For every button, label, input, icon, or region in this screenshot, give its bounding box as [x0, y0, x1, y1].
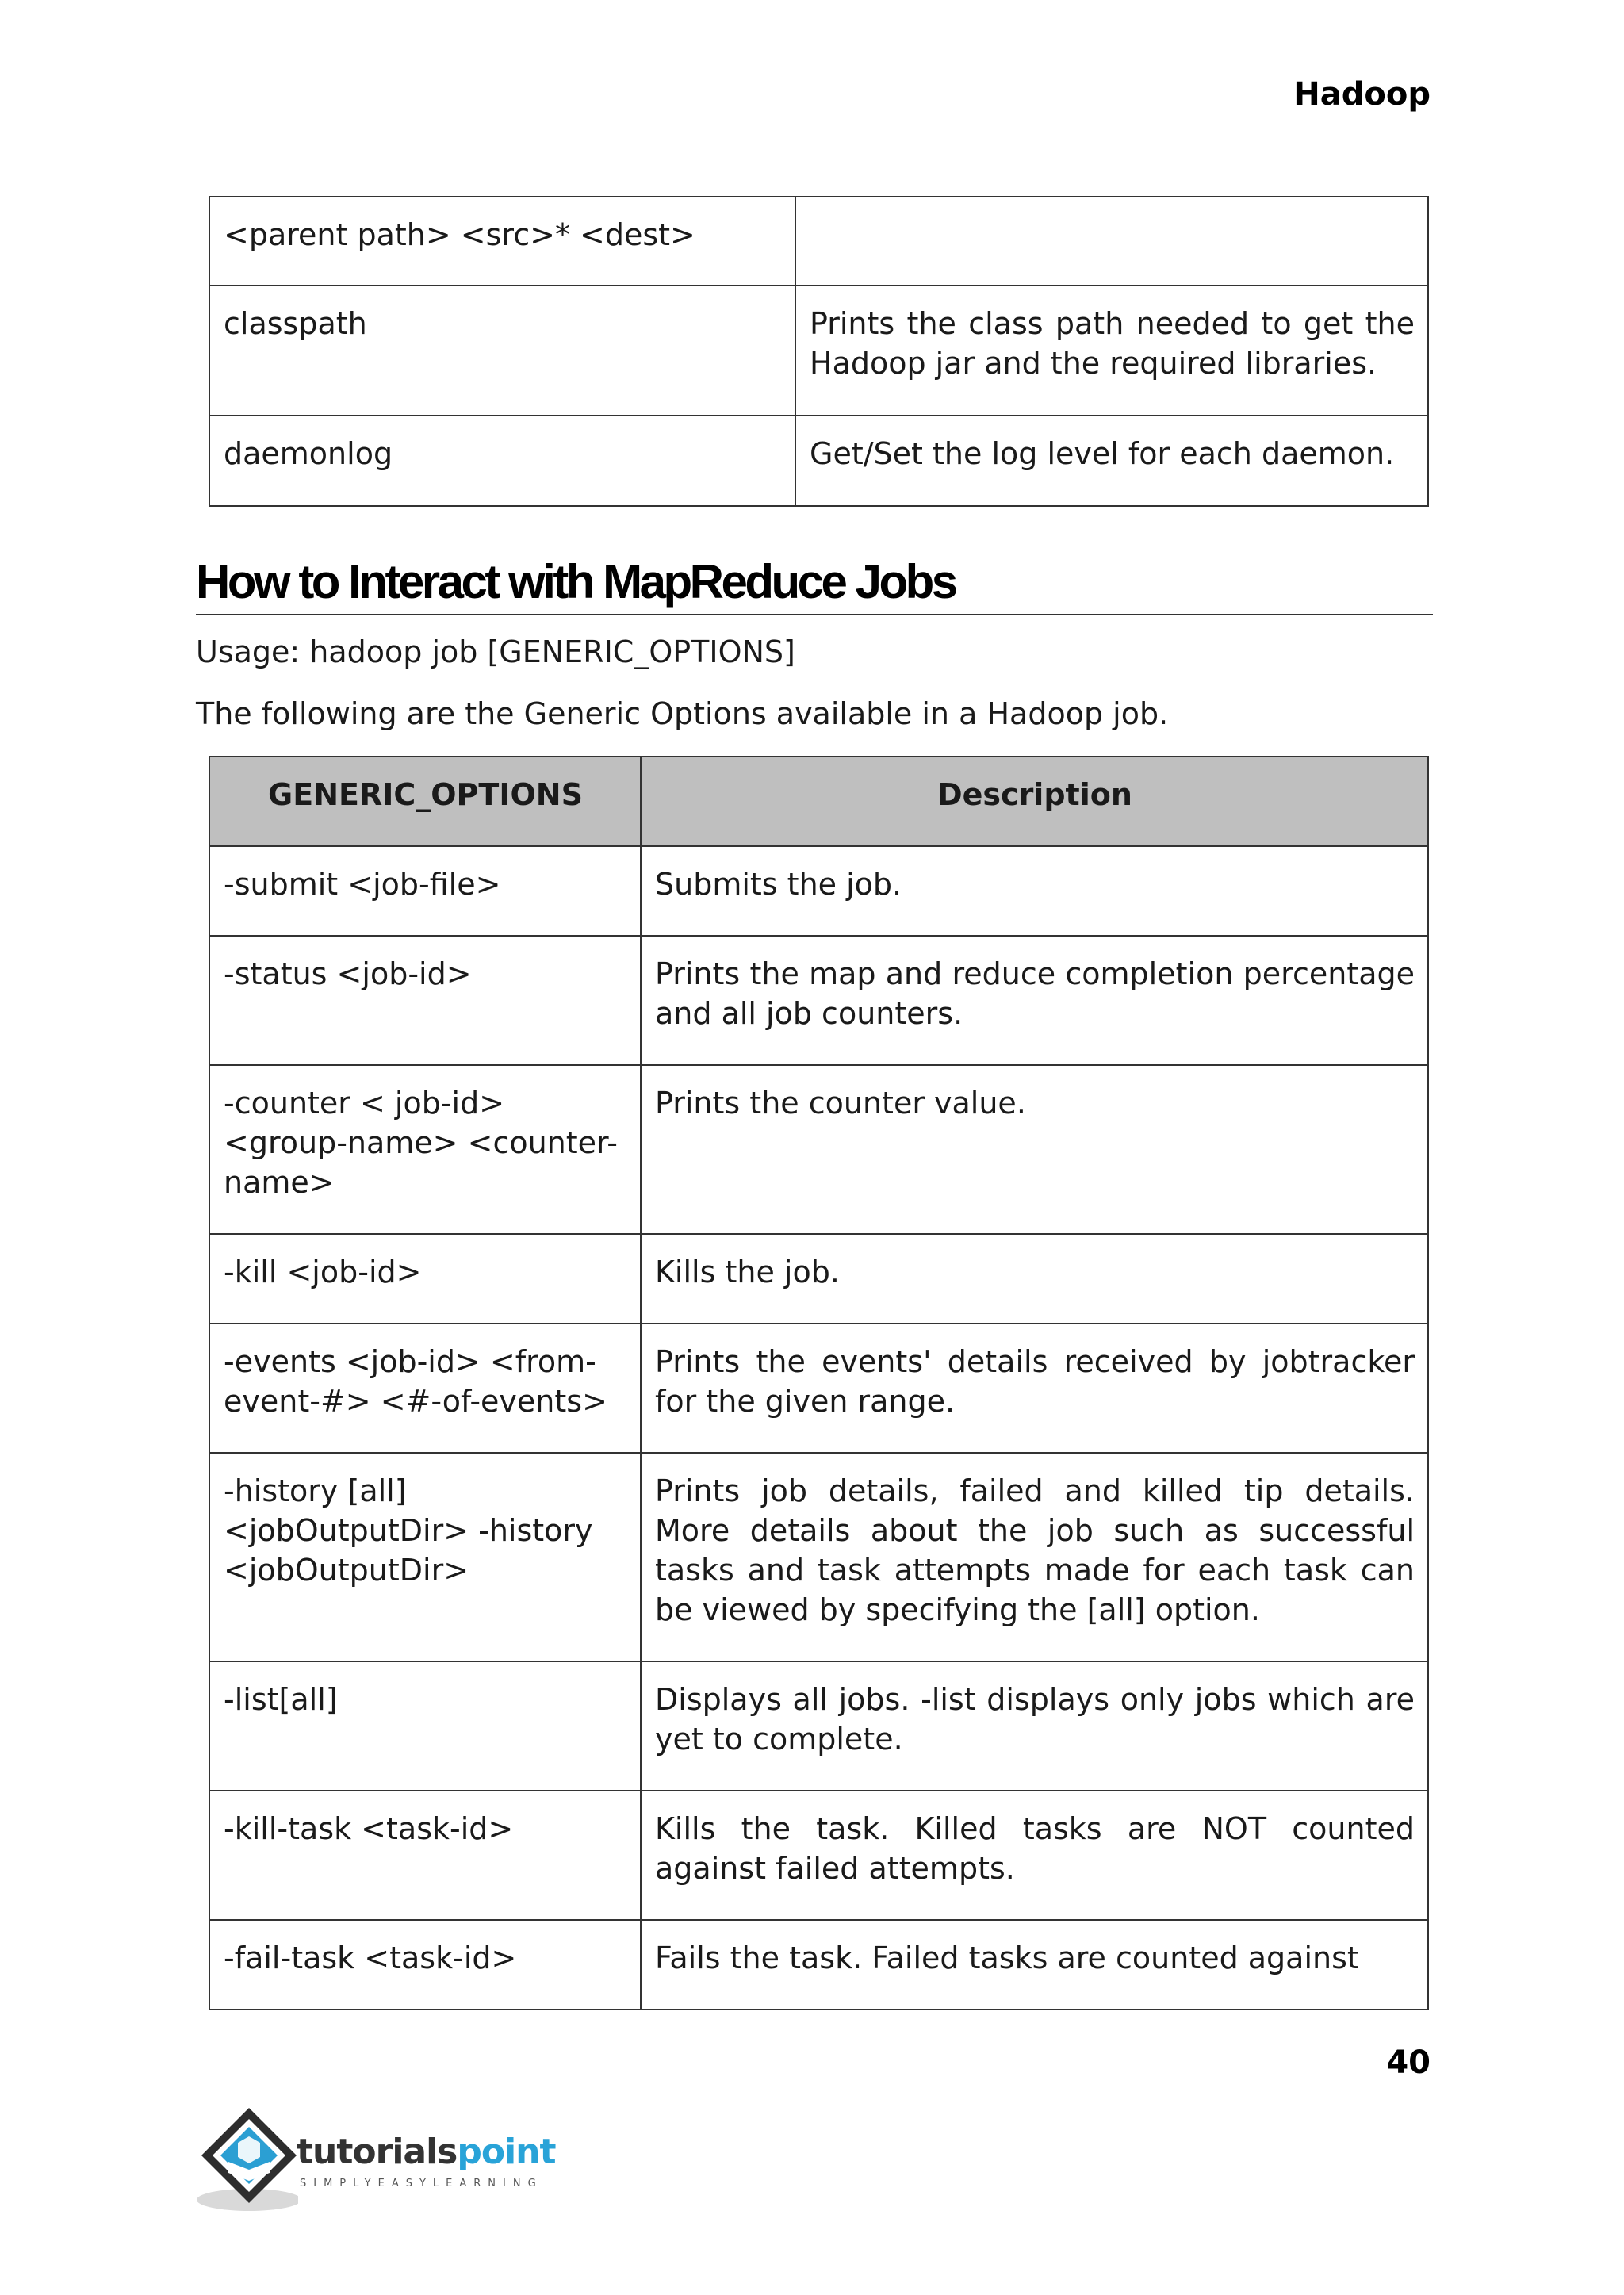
description-cell: Displays all jobs. -list displays only jobs which are yet to complete.: [641, 1661, 1428, 1791]
column-header-description: Description: [641, 757, 1428, 846]
table-row: [209, 846, 1428, 936]
table-row: [209, 1920, 1428, 2010]
command-cell: daemonlog: [209, 416, 795, 506]
usage-line: Usage: hadoop job [GENERIC_OPTIONS]: [196, 634, 795, 669]
table-row: [209, 1661, 1428, 1791]
table-row: [209, 1324, 1428, 1453]
table-row: [209, 936, 1428, 1065]
table-header-row: [209, 757, 1428, 846]
logo-wordmark: [297, 2132, 556, 2172]
logo-tagline: SIMPLYEASYLEARNING: [300, 2178, 543, 2190]
description-cell: Kills the job.: [641, 1234, 1428, 1324]
option-cell: -history [all] <jobOutputDir> -history <jobOutputDir>: [209, 1453, 641, 1661]
option-cell: -counter < job-id> <group-name> <counter-name>: [209, 1065, 641, 1234]
tutorialspoint-logo: [195, 2102, 576, 2220]
description-cell: Prints the class path needed to get the Hadoop jar and the required libraries.: [795, 285, 1428, 416]
intro-paragraph: The following are the Generic Options available in a Hadoop job.: [196, 696, 1169, 731]
logo-word-part-a: tutorials: [297, 2132, 458, 2172]
commands-table-continued: [209, 196, 1429, 507]
description-cell: Prints the events' details received by jobtracker for the given range.: [641, 1324, 1428, 1453]
description-cell: [795, 197, 1428, 285]
table-row: [209, 197, 1428, 285]
description-cell: Submits the job.: [641, 846, 1428, 936]
logo-word-part-b: point: [457, 2132, 556, 2172]
table-row: [209, 1791, 1428, 1920]
option-cell: -status <job-id>: [209, 936, 641, 1065]
table-row: [209, 1065, 1428, 1234]
section-heading: How to Interact with MapReduce Jobs: [196, 554, 1433, 615]
description-cell: Kills the task. Killed tasks are NOT counted against failed attempts.: [641, 1791, 1428, 1920]
page-number: 40: [1386, 2044, 1431, 2081]
description-cell: Prints the map and reduce completion percentage and all job counters.: [641, 936, 1428, 1065]
description-cell: Get/Set the log level for each daemon.: [795, 416, 1428, 506]
table-row: [209, 285, 1428, 416]
option-cell: -events <job-id> <from-event-#> <#-of-events>: [209, 1324, 641, 1453]
column-header-options: GENERIC_OPTIONS: [209, 757, 641, 846]
generic-options-table: [209, 756, 1429, 2010]
running-header: Hadoop: [1293, 76, 1431, 113]
option-cell: -kill-task <task-id>: [209, 1791, 641, 1920]
command-cell: <parent path> <src>* <dest>: [209, 197, 795, 285]
description-cell: Prints job details, failed and killed tip details. More details about the job such as successful tasks and task attempts made for each task can be viewed by specifying the [all] option.: [641, 1453, 1428, 1661]
option-cell: -submit <job-file>: [209, 846, 641, 936]
option-cell: -fail-task <task-id>: [209, 1920, 641, 2010]
option-cell: -kill <job-id>: [209, 1234, 641, 1324]
table-row: [209, 1453, 1428, 1661]
table-row: [209, 1234, 1428, 1324]
command-cell: classpath: [209, 285, 795, 416]
description-cell: Prints the counter value.: [641, 1065, 1428, 1234]
option-cell: -list[all]: [209, 1661, 641, 1791]
description-cell: Fails the task. Failed tasks are counted against: [641, 1920, 1428, 2010]
table-row: [209, 416, 1428, 506]
diamond-book-icon: [195, 2102, 298, 2220]
